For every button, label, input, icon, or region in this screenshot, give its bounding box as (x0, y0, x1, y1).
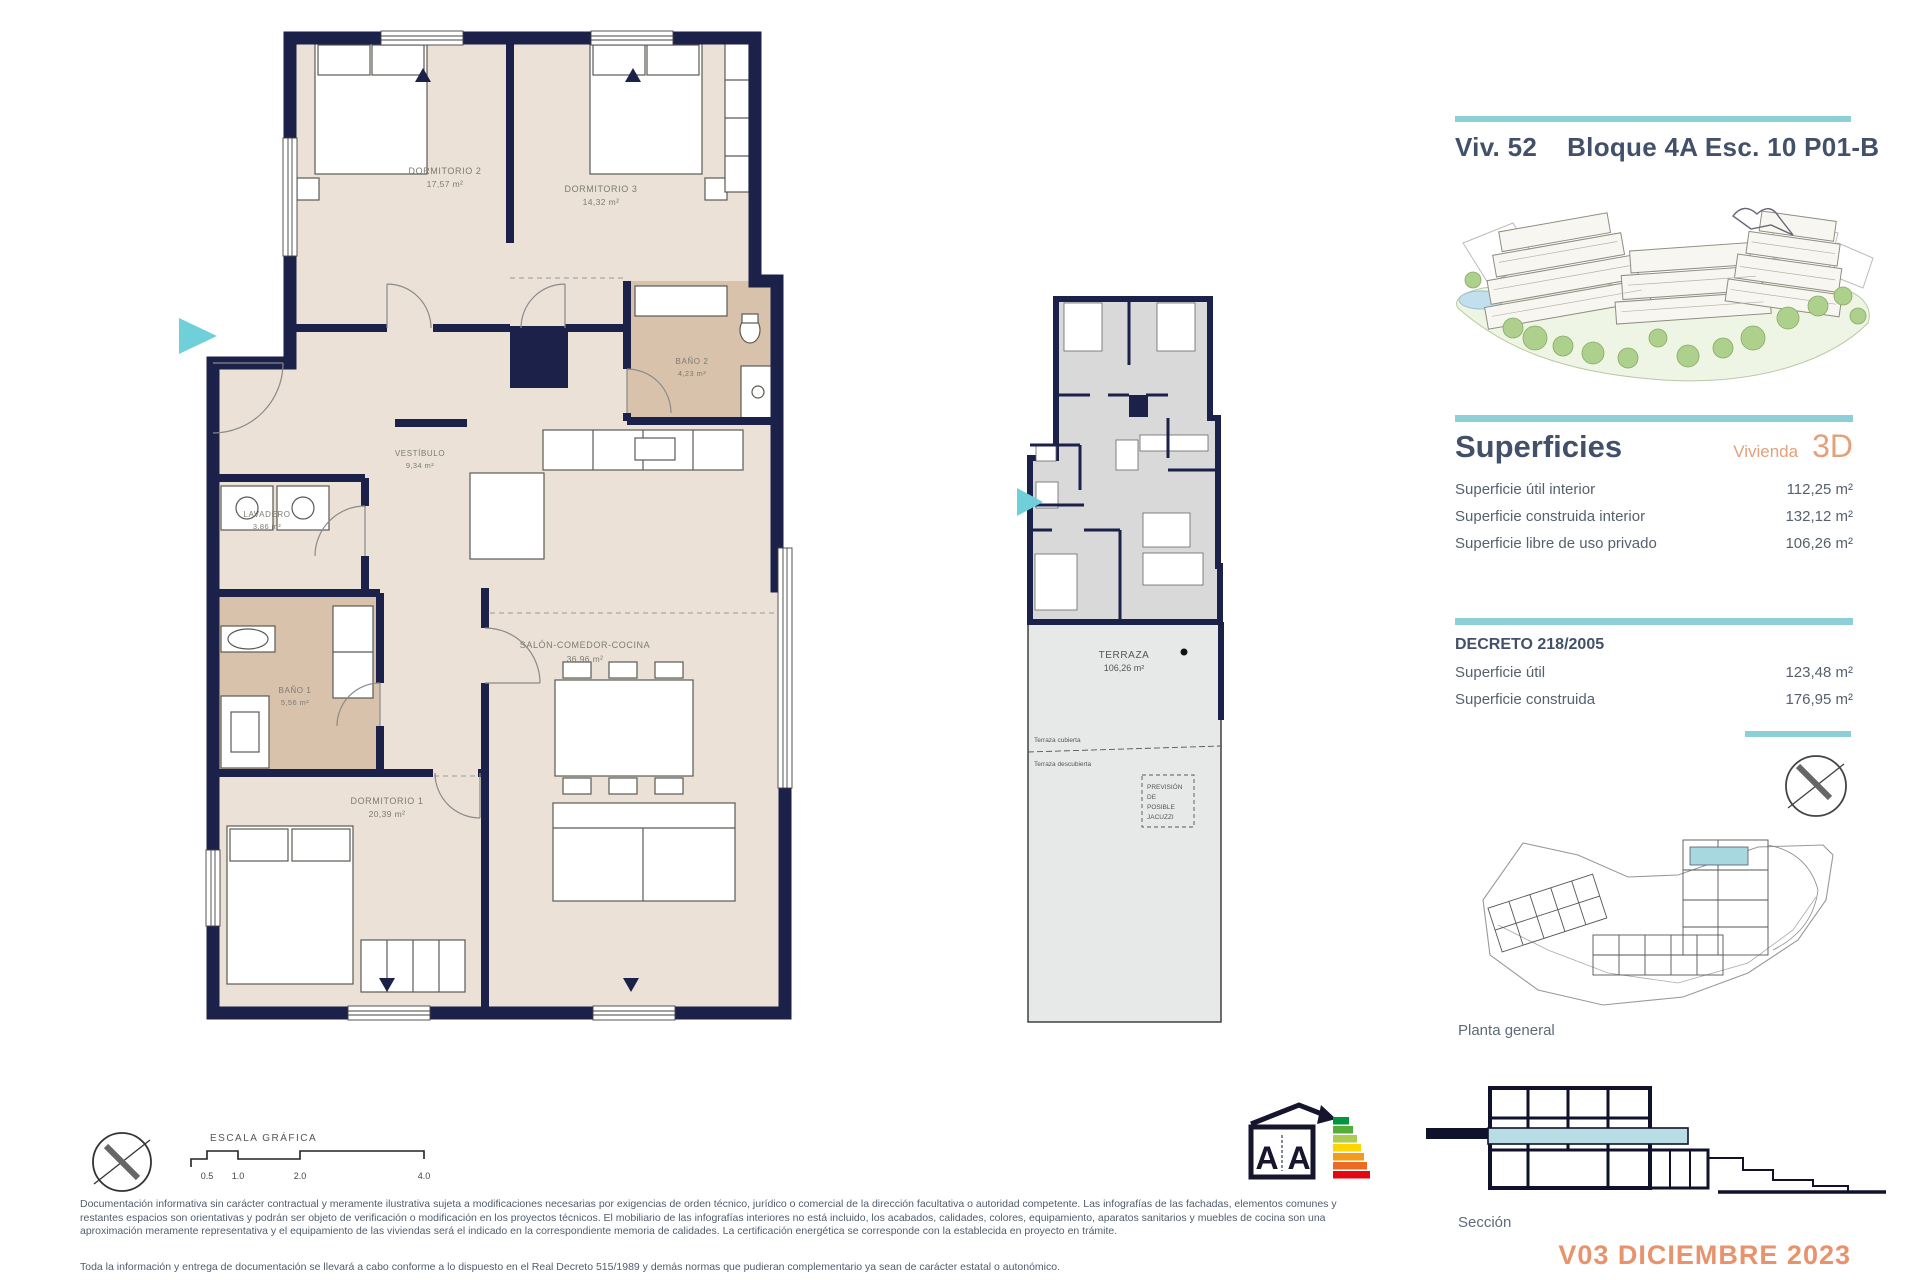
jacuzzi-note: DE (1147, 794, 1157, 801)
compass-divider (1745, 731, 1851, 737)
unit-number: Viv. 52 (1455, 132, 1538, 162)
surface-row (1455, 691, 1853, 708)
surface-value: 106,26 m² (1785, 535, 1853, 552)
legal-paragraph: Toda la información y entrega de documentación se llevará a cabo conforme a lo dispuesto en el Real Decreto 515/1989 y demás normas que pudieran complementario ya sean de carácter estatal o autonómico. (80, 1261, 1060, 1273)
terrace-uncovered-label: Terraza descubierta (1034, 761, 1092, 768)
3d-badge: 3D (1812, 428, 1853, 464)
page-title (1455, 132, 1879, 163)
site-plan (1428, 805, 1893, 1020)
surface-label: Superficie construida (1455, 691, 1596, 708)
scale-tick: 4.0 (417, 1171, 431, 1181)
surface-row (1455, 481, 1853, 498)
disclaimer-paragraph: Documentación informativa sin carácter contractual y meramente ilustrativa sujeta a modificaciones necesarias por exigencias de orden técnico, jurídico o comercial de la dirección facultativa o autoridad competente. Las infografías de las fachadas, elementos comunes y restantes espacios son orientativas y podrán ser objeto de verificación o modificación en los proyectos técnicos. El mobiliario de las infografías interiores no está incluido, los acabados, calidades, colores, equipamiento, aparatos sanitarios y muebles de cocina son una aproximación meramente representativa y el equipamiento de las viviendas será el indicado en la correspondiente memoria de calidades. La certificación energética se corresponde con la establecida en proyecto en trámite. (80, 1198, 1337, 1237)
graphic-scale (162, 1125, 454, 1187)
room-area: 5,56 m² (280, 698, 310, 707)
superficies-block (1455, 428, 1853, 552)
surface-label: Superficie útil interior (1455, 481, 1596, 498)
section-left-slab (1426, 1128, 1488, 1139)
title-divider (1455, 116, 1851, 122)
scale-bar (191, 1151, 424, 1167)
room-area: 14,32 m² (582, 197, 620, 207)
scale-title: ESCALA GRÁFICA (210, 1133, 318, 1144)
terrace-area (1028, 622, 1221, 1022)
entrance-arrow-icon (179, 318, 217, 354)
superficies-heading: Superficies (1455, 429, 1623, 464)
terrace-covered-label: Terraza cubierta (1034, 737, 1081, 744)
decreto-block (1455, 624, 1853, 708)
room-area: 3,86 m² (252, 522, 282, 531)
terrace-dot (1181, 649, 1188, 656)
terrace-label: TERRAZA (1098, 650, 1150, 661)
room-label: VESTÍBULO (394, 449, 446, 458)
surface-label: Superficie construida interior (1455, 508, 1646, 525)
section-terrain (1708, 1158, 1886, 1192)
jacuzzi-note: PREVISIÓN (1147, 784, 1183, 791)
section-highlight-floor (1488, 1128, 1688, 1144)
room-label: SALÓN-COMEDOR-COCINA (519, 640, 651, 650)
surface-value: 176,95 m² (1785, 691, 1853, 708)
scale-tick: 2.0 (293, 1171, 307, 1181)
energy-roof-arrow (1251, 1105, 1327, 1124)
room-area: 36,96 m² (566, 654, 604, 664)
room-area: 17,57 m² (426, 179, 464, 189)
superficies-divider (1455, 415, 1853, 422)
section-drawing (1418, 1080, 1890, 1210)
jacuzzi-note: POSIBLE (1147, 804, 1175, 811)
block-a (1488, 874, 1607, 952)
energy-letter: A (1287, 1140, 1311, 1176)
site-plan-caption: Planta general (1458, 1022, 1555, 1039)
superficies-header (1455, 428, 1853, 465)
surface-row (1455, 664, 1853, 681)
version-stamp: V03 DICIEMBRE 2023 (1558, 1240, 1851, 1270)
terrace-area-label: 106,26 m² (1103, 663, 1145, 673)
site-garden-line (1768, 845, 1818, 950)
scale-tick: 0.5 (200, 1171, 214, 1181)
room-label: DORMITORIO 1 (350, 796, 424, 806)
highlighted-unit (1690, 847, 1748, 865)
sheet-compass-icon (86, 1128, 158, 1196)
jacuzzi-note: JACUZZI (1147, 814, 1174, 821)
energy-certificate-icon (1243, 1097, 1371, 1189)
surface-label: Superficie libre de uso privado (1455, 535, 1657, 552)
building-3d-render (1443, 188, 1883, 393)
surface-value: 123,48 m² (1785, 664, 1853, 681)
room-label: BAÑO 2 (675, 357, 709, 366)
room-area: 9,34 m² (405, 461, 435, 470)
room-label: DORMITORIO 3 (564, 184, 638, 194)
room-label: BAÑO 1 (278, 686, 312, 695)
surface-row (1455, 535, 1853, 552)
room-label: LAVADERO (243, 510, 291, 519)
surface-value: 112,25 m² (1786, 481, 1853, 498)
terrace-key-plan (1012, 290, 1234, 1030)
main-floor-plan (165, 28, 820, 1088)
surface-row (1455, 508, 1853, 525)
decreto-heading: DECRETO 218/2005 (1455, 636, 1605, 653)
energy-bars (1333, 1117, 1370, 1179)
vivienda-label: Vivienda (1733, 442, 1799, 461)
room-area: 20,39 m² (368, 809, 406, 819)
room-label: DORMITORIO 2 (408, 166, 482, 176)
site-boundary (1483, 843, 1833, 1005)
surface-value: 132,12 m² (1785, 508, 1853, 525)
room-area: 4,23 m² (677, 369, 707, 378)
block-reference: Bloque 4A Esc. 10 P01-B (1567, 132, 1880, 162)
energy-letter: A (1255, 1140, 1279, 1176)
scale-tick: 1.0 (231, 1171, 245, 1181)
surface-label: Superficie útil (1455, 664, 1546, 681)
section-caption: Sección (1458, 1214, 1512, 1231)
